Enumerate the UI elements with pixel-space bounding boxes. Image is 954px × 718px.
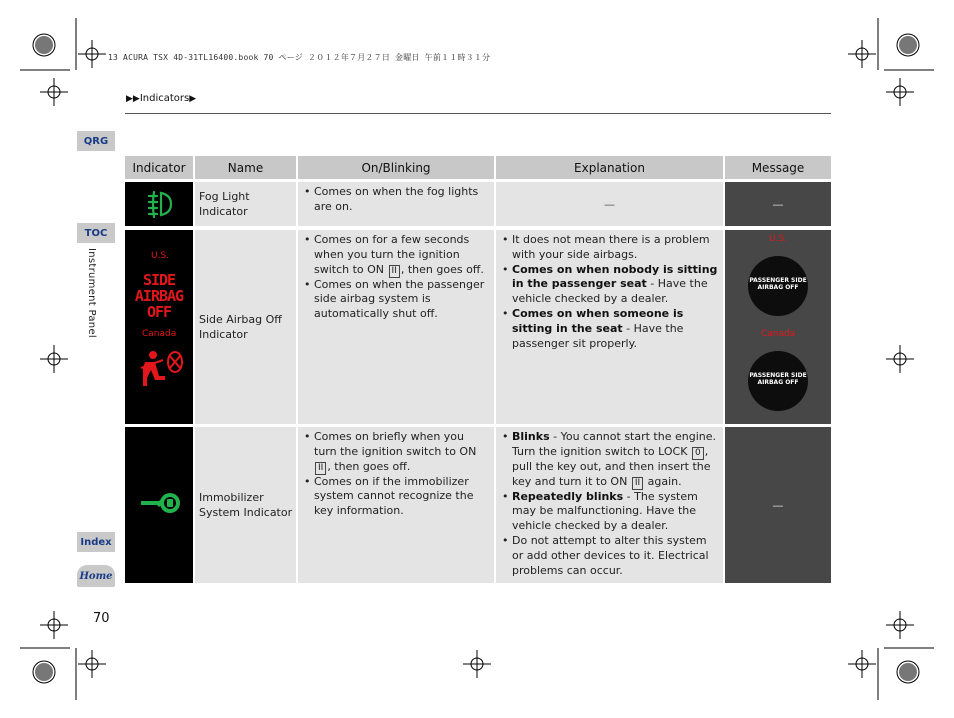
breadcrumb [126, 93, 196, 104]
immobilizer-key-icon [139, 491, 181, 515]
immobilizer-message: — [725, 427, 831, 583]
us-label: U.S. [151, 251, 170, 261]
breadcrumb-trail-arrow: ▶ [189, 94, 197, 104]
home-button[interactable]: Home [77, 565, 115, 587]
side-airbag-explanation [496, 230, 723, 424]
immobilizer-explanation [496, 427, 723, 583]
header-indicator: Indicator [125, 156, 193, 179]
fog-light-name: Fog Light Indicator [195, 182, 296, 226]
side-airbag-message [725, 230, 831, 424]
page-number: 70 [93, 611, 110, 626]
list-item: • Comes on briefly when you turn the ignition switch to ON II , then goes off. [303, 430, 489, 475]
list-item: • Comes on when someone is sitting in the seat - Have the passenger sit properly. [501, 307, 718, 351]
immobilizer-on-blinking [298, 427, 494, 583]
print-header: 13 ACURA TSX 4D-31TL16400.book 70 ページ ２０１２年７月２７日 金曜日 午前１１時３１分 [108, 53, 491, 62]
side-airbag-name: Side Airbag Off Indicator [195, 230, 296, 424]
header-explanation: Explanation [496, 156, 723, 179]
fog-light-explanation: — [496, 182, 723, 226]
message-canada-label: Canada [761, 329, 796, 339]
ignition-on-key: II [315, 462, 326, 475]
ignition-on-key: II [632, 477, 643, 490]
index-button[interactable]: Index [77, 532, 115, 552]
breadcrumb-arrows: ▶▶ [126, 94, 140, 104]
list-item: • Blinks - You cannot start the engine. Turn the ignition switch to LOCK 0 , pull the key out, and then insert the key and turn it to ON II again. [501, 430, 718, 490]
table-row-airbag-indicator [125, 230, 193, 424]
fog-light-icon [125, 182, 193, 226]
airbag-line-1: SIDE [142, 271, 176, 289]
seat-airbag-off-icon [135, 348, 185, 390]
airbag-line-2: AIRBAG [134, 287, 184, 305]
header-on-blinking: On/Blinking [298, 156, 494, 179]
list-item: • It does not mean there is a problem with your side airbags. [501, 233, 718, 263]
ignition-lock-key: 0 [692, 447, 704, 460]
fog-light-message: — [725, 182, 831, 226]
header-message: Message [725, 156, 831, 179]
table-row-fog-indicator [125, 182, 193, 226]
list-item: • Comes on when the passenger side airbag system is automatically shut off. [303, 278, 489, 322]
passenger-airbag-message-canada: PASSENGER SIDE AIRBAG OFF [748, 351, 808, 411]
side-airbag-on-blinking [298, 230, 494, 424]
list-item: • Comes on when nobody is sitting in the passenger seat - Have the vehicle checked by a dealer. [501, 263, 718, 307]
list-item: • Comes on when the fog lights are on. [303, 185, 489, 215]
airbag-line-3: OFF [146, 303, 172, 321]
message-us-label: U.S. [769, 234, 788, 244]
list-item: • Comes on if the immobilizer system cannot recognize the key information. [303, 475, 489, 519]
qrg-button[interactable]: QRG [77, 131, 115, 151]
canada-label: Canada [142, 329, 177, 339]
immobilizer-name: Immobilizer System Indicator [195, 427, 296, 583]
toc-button[interactable]: TOC [77, 223, 115, 243]
header-name: Name [195, 156, 296, 179]
list-item: • Do not attempt to alter this system or add other devices to it. Electrical problems can occur. [501, 534, 718, 578]
fog-light-on-blinking [298, 182, 494, 226]
section-label: Instrument Panel [86, 248, 97, 338]
ignition-on-key: II [389, 265, 400, 278]
list-item: • Repeatedly blinks - The system may be malfunctioning. Have the vehicle checked by a dealer. [501, 490, 718, 534]
header-divider [125, 113, 831, 114]
side-airbag-off-icon [133, 272, 185, 320]
list-item: • Comes on for a few seconds when you turn the ignition switch to ON II , then goes off. [303, 233, 489, 278]
passenger-airbag-message-us: PASSENGER SIDE AIRBAG OFF [748, 256, 808, 316]
breadcrumb-label[interactable]: Indicators [139, 93, 190, 104]
table-row-immobilizer-indicator [125, 427, 193, 583]
